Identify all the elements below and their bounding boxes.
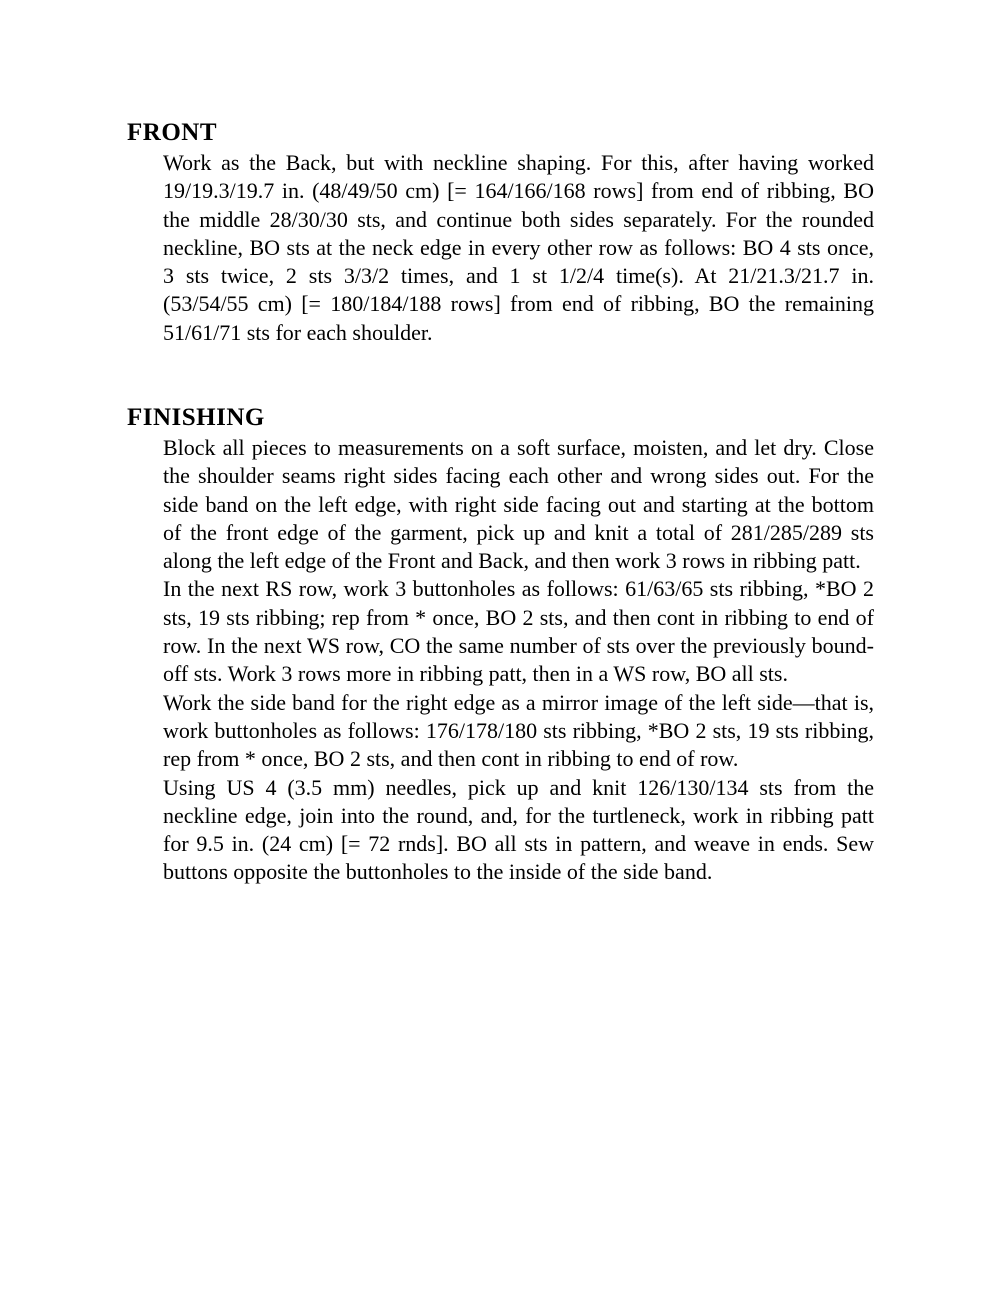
finishing-section — [127, 402, 874, 887]
finishing-paragraph-buttonholes: In the next RS row, work 3 buttonholes as follows: 61/63/65 sts ribbing, *BO 2 sts, 19 sts ribbing; rep from * once, BO 2 sts, and then cont in ribbing to end of row. In the next WS row, CO the same number of sts over the previously bound-off sts. Work 3 rows more in ribbing patt, then in a WS row, BO all sts. — [163, 576, 874, 687]
front-heading: FRONT — [127, 119, 217, 146]
front-section — [127, 117, 874, 347]
finishing-paragraph-right-band: Work the side band for the right edge as a mirror image of the left side—that is, work buttonholes as follows: 176/178/180 sts ribbing, *BO 2 sts, 19 sts ribbing, rep from * once, BO 2 sts, and then cont in ribbing to end of row. — [163, 689, 874, 772]
finishing-paragraph-turtleneck: Using US 4 (3.5 mm) needles, pick up and knit 126/130/134 sts from the neckline edge, join into the round, and, for the turtleneck, work in ribbing patt for 9.5 in. (24 cm) [= 72 rnds]. BO all sts in pattern, and weave in ends. Sew buttons opposite the buttonholes to the inside of the side band. — [163, 774, 874, 885]
finishing-body — [163, 434, 874, 887]
finishing-heading: FINISHING — [127, 404, 265, 431]
front-body — [163, 149, 874, 347]
front-paragraph: Work as the Back, but with neckline shaping. For this, after having worked 19/19.3/19.7 in. (48/49/50 cm) [= 164/166/168 rows] from end of ribbing, BO the middle 28/30/30 sts, and continue both sides separately. For the rounded neckline, BO sts at the neck edge in every other row as follows: BO 4 sts once, 3 sts twice, 2 sts 3/3/2 times, and 1 st 1/2/4 time(s). At 21/21.3/21.7 in. (53/54/55 cm) [= 180/184/188 rows] from end of ribbing, BO the remaining 51/61/71 sts for each shoulder. — [163, 150, 874, 345]
finishing-paragraph-blocking: Block all pieces to measurements on a soft surface, moisten, and let dry. Close the shoulder seams right sides facing each other and wrong sides out. For the side band on the left edge, with right side facing out and starting at the bottom of the front edge of the garment, pick up and knit a total of 281/285/289 sts along the left edge of the Front and Back, and then work 3 rows in ribbing patt. — [163, 435, 874, 574]
